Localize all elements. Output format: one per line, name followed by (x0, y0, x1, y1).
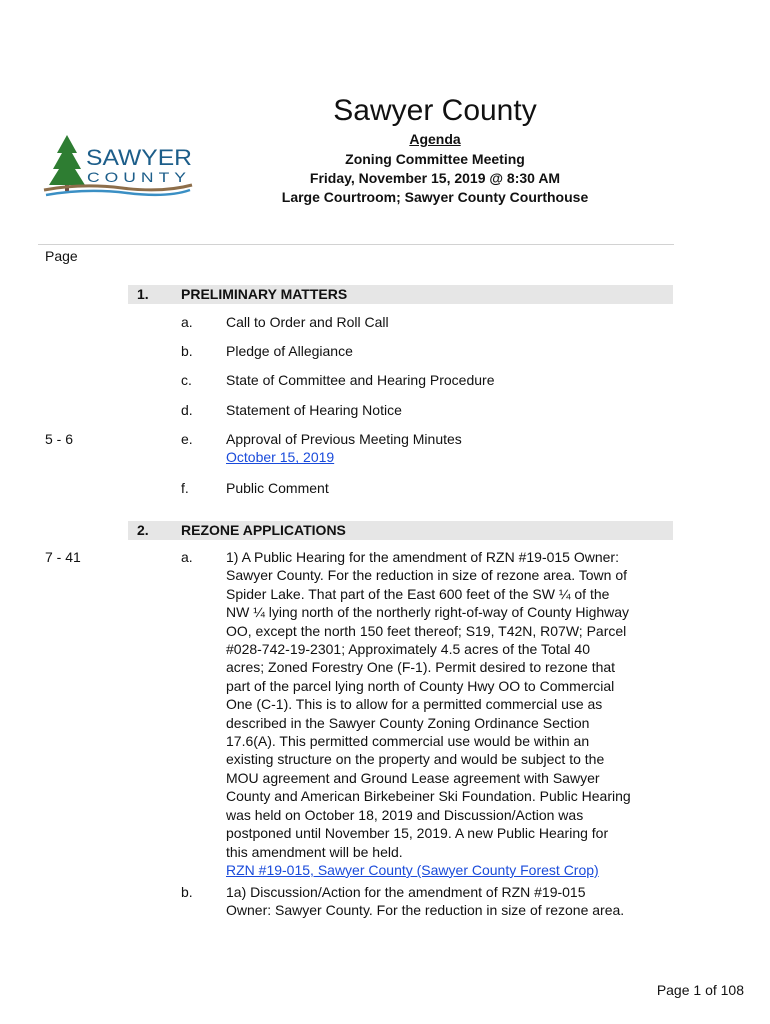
item-page-range: 5 - 6 (45, 431, 74, 447)
section-title: REZONE APPLICATIONS (181, 522, 346, 538)
item-text-line: OO, except the north 150 feet thereof; S19, T42N, R07W; Parcel (226, 622, 627, 639)
item-text-line: Spider Lake. That part of the East 600 feet of the SW ¼ of the (226, 585, 610, 602)
rezone-document-link[interactable]: RZN #19-015, Sawyer County (Sawyer County Forest Crop) (226, 861, 599, 878)
item-letter: b. (181, 343, 193, 359)
item-text-line: MOU agreement and Ground Lease agreement with Sawyer (226, 769, 600, 786)
item-page-range: 7 - 41 (45, 549, 81, 565)
meeting-location: Large Courtroom; Sawyer County Courthouse (281, 189, 589, 205)
sawyer-county-logo (42, 133, 194, 199)
item-letter: b. (181, 884, 193, 900)
item-letter: a. (181, 549, 193, 565)
item-letter: f. (181, 480, 189, 496)
item-text-line: part of the parcel lying north of County Hwy OO to Commercial (226, 677, 615, 694)
item-letter: a. (181, 314, 193, 330)
meeting-name: Zoning Committee Meeting (345, 151, 525, 167)
item-text-line: this amendment will be held. (226, 843, 403, 860)
item-text-line: 1) A Public Hearing for the amendment of RZN #19-015 Owner: (226, 549, 619, 565)
item-letter: d. (181, 402, 193, 418)
item-letter: e. (181, 431, 193, 447)
section-number: 1. (137, 286, 149, 302)
item-letter: c. (181, 372, 192, 388)
section-title: PRELIMINARY MATTERS (181, 286, 348, 302)
item-text-line: postponed until November 15, 2019. A new Public Hearing for (226, 825, 609, 842)
item-text-line: #028-742-19-2301; Approximately 4.5 acres of the Total 40 (226, 641, 590, 658)
item-text-line: Sawyer County. For the reduction in size of rezone area. Town of (226, 567, 628, 584)
item-text: Public Comment (226, 480, 329, 496)
item-text-line: described in the Sawyer County Zoning Ordinance Section (226, 714, 590, 731)
item-text-line: One (C-1). This is to allow for a permitted commercial use as (226, 696, 603, 713)
item-text-block (226, 430, 671, 467)
item-text: Pledge of Allegiance (226, 343, 353, 359)
page-column-label: Page (45, 248, 78, 264)
item-text-line: NW ¼ lying north of the northerly right-of-way of County Highway (226, 604, 630, 621)
pine-tree-icon (49, 135, 85, 191)
logo-text-line1: SAWYER (86, 145, 192, 170)
item-text-line: was held on October 18, 2019 and Discussion/Action was (226, 806, 584, 823)
document-title: Sawyer County (333, 94, 537, 127)
item-text: Call to Order and Roll Call (226, 314, 389, 330)
item-text-block (226, 883, 671, 920)
meeting-datetime: Friday, November 15, 2019 @ 8:30 AM (309, 170, 561, 186)
section-header (128, 285, 673, 304)
logo-text-line2: COUNTY (87, 169, 191, 185)
item-text-line: County and American Birkebeiner Ski Foundation. Public Hearing (226, 788, 631, 805)
page-number: Page 1 of 108 (656, 982, 744, 998)
header-divider (38, 244, 674, 245)
item-text: Approval of Previous Meeting Minutes (226, 431, 462, 447)
item-text: State of Committee and Hearing Procedure (226, 372, 495, 388)
item-text: Statement of Hearing Notice (226, 402, 402, 418)
item-text-line: existing structure on the property and would be subject to the (226, 751, 605, 768)
section-number: 2. (137, 522, 149, 538)
item-text-line: Owner: Sawyer County. For the reduction in size of rezone area. (226, 902, 625, 919)
agenda-heading: Agenda (409, 131, 461, 147)
minutes-link[interactable]: October 15, 2019 (226, 449, 335, 466)
item-text-block (226, 548, 671, 879)
item-text-line: acres; Zoned Forestry One (F-1). Permit desired to rezone that (226, 659, 616, 676)
item-text-line: 17.6(A). This permitted commercial use would be within an (226, 733, 590, 750)
section-header (128, 521, 673, 540)
item-text-line: 1a) Discussion/Action for the amendment of RZN #19-015 (226, 884, 586, 900)
